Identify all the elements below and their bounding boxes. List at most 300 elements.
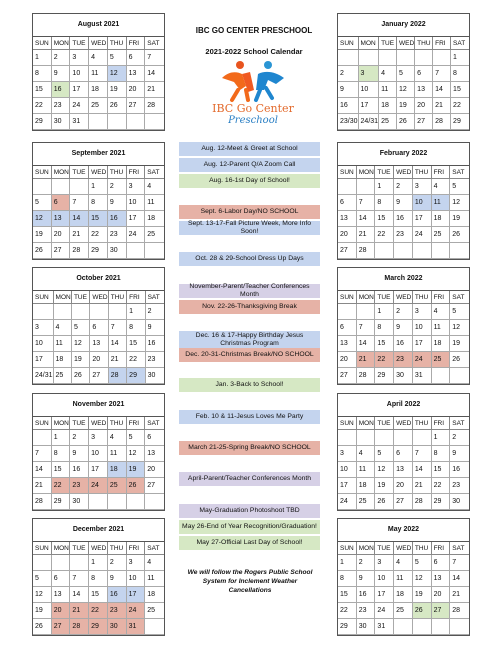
day-cell xyxy=(109,304,127,320)
day-cell: 28 xyxy=(109,368,127,384)
day-cell xyxy=(108,494,127,510)
day-cell: 28 xyxy=(33,494,52,510)
event-item: May-Graduation Photoshoot TBD xyxy=(179,504,320,518)
day-cell: 9 xyxy=(52,66,71,82)
day-cell: 20 xyxy=(127,82,146,98)
day-cell: 6 xyxy=(145,430,164,446)
day-of-week-header: FRI xyxy=(127,542,146,555)
day-of-week-header: TUE xyxy=(379,37,397,50)
day-cell xyxy=(338,430,357,446)
day-cell: 6 xyxy=(52,571,71,587)
day-cell: 8 xyxy=(375,195,394,211)
day-cell: 22 xyxy=(33,98,52,114)
day-cell: 27 xyxy=(52,619,71,635)
day-cell: 3 xyxy=(70,50,89,66)
day-cell: 6 xyxy=(415,66,433,82)
day-cell xyxy=(415,50,433,66)
day-cell: 2 xyxy=(52,50,71,66)
day-cell: 5 xyxy=(450,304,469,320)
day-cell xyxy=(145,114,164,130)
day-cell: 11 xyxy=(432,195,451,211)
day-cell: 1 xyxy=(89,179,108,195)
day-cell: 29 xyxy=(375,368,394,384)
event-item: Aug. 12-Parent Q/A Zoom Call xyxy=(179,158,320,172)
day-cell: 4 xyxy=(379,66,397,82)
day-cell: 15 xyxy=(33,82,52,98)
day-cell: 7 xyxy=(357,320,376,336)
day-cell: 7 xyxy=(70,195,89,211)
day-cell xyxy=(394,619,413,635)
day-cell xyxy=(413,430,432,446)
day-cell: 14 xyxy=(357,336,376,352)
day-cell: 17 xyxy=(413,211,432,227)
day-cell: 31 xyxy=(375,619,394,635)
day-of-week-header: THU xyxy=(108,37,127,50)
day-of-week-header: FRI xyxy=(433,37,451,50)
day-cell: 4 xyxy=(108,430,127,446)
day-cell: 3 xyxy=(127,179,146,195)
day-cell: 23 xyxy=(357,603,376,619)
day-cell: 10 xyxy=(89,446,108,462)
day-cell: 9 xyxy=(146,320,164,336)
day-cell: 2 xyxy=(394,179,413,195)
day-cell: 1 xyxy=(375,304,394,320)
day-cell: 5 xyxy=(72,320,90,336)
day-cell xyxy=(394,430,413,446)
month-title: October 2021 xyxy=(33,268,164,291)
day-of-week-header: FRI xyxy=(432,291,451,304)
day-cell: 10 xyxy=(413,195,432,211)
day-cell: 2 xyxy=(450,430,469,446)
day-cell: 16 xyxy=(108,211,127,227)
day-cell xyxy=(394,243,413,259)
day-cell: 12 xyxy=(33,587,52,603)
day-cell: 18 xyxy=(108,462,127,478)
event-item: May 26-End of Year Recognition/Graduation! xyxy=(179,520,320,534)
day-cell: 15 xyxy=(432,462,451,478)
day-cell: 6 xyxy=(127,50,146,66)
day-cell: 12 xyxy=(450,320,469,336)
day-cell xyxy=(145,243,164,259)
month-title: August 2021 xyxy=(33,14,164,37)
day-cell: 4 xyxy=(432,179,451,195)
day-cell: 28 xyxy=(145,98,164,114)
day-cell: 27 xyxy=(127,98,146,114)
day-of-week-header: TUE xyxy=(70,417,89,430)
day-cell: 29 xyxy=(127,368,145,384)
day-cell: 6 xyxy=(90,320,108,336)
day-cell: 16 xyxy=(357,587,376,603)
day-cell xyxy=(375,243,394,259)
day-cell: 10 xyxy=(413,320,432,336)
day-cell: 9 xyxy=(394,195,413,211)
day-cell: 9 xyxy=(450,446,469,462)
day-cell: 29 xyxy=(89,619,108,635)
day-cell: 14 xyxy=(433,82,451,98)
day-cell: 15 xyxy=(52,462,71,478)
day-cell: 27 xyxy=(338,243,357,259)
month-title: April 2022 xyxy=(338,394,469,417)
month-grid xyxy=(338,542,469,635)
day-cell: 5 xyxy=(413,555,432,571)
day-cell: 23 xyxy=(52,98,71,114)
day-cell: 23 xyxy=(394,352,413,368)
day-cell: 28 xyxy=(433,114,451,130)
day-of-week-header: TUE xyxy=(375,417,394,430)
day-cell: 25 xyxy=(432,352,451,368)
day-cell: 30 xyxy=(108,619,127,635)
day-cell xyxy=(432,368,451,384)
day-cell: 27 xyxy=(432,603,451,619)
day-cell: 6 xyxy=(432,555,451,571)
day-of-week-header: SAT xyxy=(450,291,469,304)
day-cell: 16 xyxy=(52,82,71,98)
month-calendar xyxy=(337,393,470,511)
day-cell: 3 xyxy=(375,555,394,571)
day-of-week-header: WED xyxy=(394,291,413,304)
day-of-week-header: TUE xyxy=(70,542,89,555)
month-calendar xyxy=(337,267,470,385)
day-cell xyxy=(413,243,432,259)
day-cell: 21 xyxy=(433,98,451,114)
day-cell: 24 xyxy=(127,603,146,619)
day-of-week-header: WED xyxy=(394,417,413,430)
day-cell: 11 xyxy=(379,82,397,98)
day-of-week-header: TUE xyxy=(375,542,394,555)
day-cell: 25 xyxy=(145,227,164,243)
day-of-week-header: FRI xyxy=(127,166,146,179)
day-cell: 17 xyxy=(413,336,432,352)
day-cell: 7 xyxy=(145,50,164,66)
day-cell: 13 xyxy=(90,336,108,352)
day-cell: 29 xyxy=(451,114,469,130)
month-calendar xyxy=(32,393,165,511)
day-cell: 28 xyxy=(450,603,469,619)
day-cell: 21 xyxy=(70,603,89,619)
day-of-week-header: MON xyxy=(52,542,71,555)
day-cell: 25 xyxy=(432,227,451,243)
day-of-week-header: TUE xyxy=(375,166,394,179)
day-cell: 8 xyxy=(338,571,357,587)
day-cell: 21 xyxy=(413,478,432,494)
day-cell: 27 xyxy=(52,243,71,259)
day-cell xyxy=(145,619,164,635)
day-cell: 27 xyxy=(338,368,357,384)
day-cell: 7 xyxy=(450,555,469,571)
day-cell xyxy=(375,430,394,446)
day-cell: 12 xyxy=(108,66,127,82)
day-cell: 12 xyxy=(413,571,432,587)
day-cell xyxy=(108,114,127,130)
day-cell: 29 xyxy=(89,243,108,259)
month-grid xyxy=(338,291,469,384)
day-cell: 9 xyxy=(338,82,359,98)
day-cell: 17 xyxy=(70,82,89,98)
day-of-week-header: WED xyxy=(89,542,108,555)
day-cell: 22 xyxy=(89,603,108,619)
day-cell: 4 xyxy=(432,304,451,320)
day-cell: 10 xyxy=(375,571,394,587)
day-cell: 22 xyxy=(375,352,394,368)
day-of-week-header: SAT xyxy=(450,417,469,430)
day-cell: 5 xyxy=(108,50,127,66)
day-cell: 17 xyxy=(89,462,108,478)
day-of-week-header: SAT xyxy=(146,291,164,304)
day-of-week-header: WED xyxy=(90,291,108,304)
day-cell xyxy=(357,304,376,320)
month-grid xyxy=(33,291,164,384)
day-cell: 18 xyxy=(145,587,164,603)
day-cell: 9 xyxy=(108,571,127,587)
day-cell: 25 xyxy=(89,98,108,114)
day-of-week-header: SAT xyxy=(145,417,164,430)
event-item: Jan. 3-Back to School! xyxy=(179,378,320,392)
day-cell xyxy=(127,114,146,130)
day-cell xyxy=(432,243,451,259)
day-cell xyxy=(432,619,451,635)
day-cell xyxy=(33,304,54,320)
day-cell xyxy=(379,50,397,66)
day-cell xyxy=(33,179,52,195)
day-cell: 5 xyxy=(127,430,146,446)
day-cell: 18 xyxy=(432,336,451,352)
day-cell: 19 xyxy=(108,82,127,98)
day-cell: 15 xyxy=(89,211,108,227)
day-cell: 10 xyxy=(127,571,146,587)
day-cell: 13 xyxy=(145,446,164,462)
day-cell: 18 xyxy=(145,211,164,227)
day-cell: 12 xyxy=(450,195,469,211)
day-cell xyxy=(70,179,89,195)
day-cell: 21 xyxy=(70,227,89,243)
day-cell: 19 xyxy=(33,227,52,243)
day-cell: 18 xyxy=(54,352,72,368)
day-cell: 24 xyxy=(413,227,432,243)
day-cell: 31 xyxy=(413,368,432,384)
day-of-week-header: SUN xyxy=(338,37,359,50)
day-of-week-header: FRI xyxy=(127,291,145,304)
day-cell: 25 xyxy=(54,368,72,384)
day-cell: 9 xyxy=(357,571,376,587)
day-cell: 26 xyxy=(413,603,432,619)
day-cell: 1 xyxy=(127,304,145,320)
day-cell: 9 xyxy=(394,320,413,336)
day-cell: 10 xyxy=(33,336,54,352)
day-cell: 31 xyxy=(70,114,89,130)
day-cell: 26 xyxy=(397,114,415,130)
day-cell: 27 xyxy=(90,368,108,384)
day-cell xyxy=(89,494,108,510)
day-cell: 2 xyxy=(108,555,127,571)
day-cell xyxy=(70,555,89,571)
day-of-week-header: SAT xyxy=(451,37,469,50)
day-cell: 23 xyxy=(108,603,127,619)
day-cell xyxy=(89,114,108,130)
day-cell: 24 xyxy=(375,603,394,619)
day-cell: 14 xyxy=(33,462,52,478)
day-cell: 15 xyxy=(375,211,394,227)
day-of-week-header: SUN xyxy=(33,542,52,555)
day-of-week-header: MON xyxy=(359,37,380,50)
day-cell: 13 xyxy=(338,211,357,227)
day-cell: 14 xyxy=(109,336,127,352)
logo-line-1: IBC Go Center xyxy=(212,102,294,115)
day-cell: 1 xyxy=(89,555,108,571)
day-cell: 7 xyxy=(109,320,127,336)
day-cell: 1 xyxy=(432,430,451,446)
day-cell: 19 xyxy=(413,587,432,603)
day-of-week-header: TUE xyxy=(70,166,89,179)
event-item: April-Parent/Teacher Conferences Month xyxy=(179,472,320,486)
day-of-week-header: THU xyxy=(413,291,432,304)
day-cell: 7 xyxy=(413,446,432,462)
day-cell: 1 xyxy=(375,179,394,195)
day-cell: 16 xyxy=(146,336,164,352)
day-cell: 17 xyxy=(375,587,394,603)
day-cell: 2 xyxy=(146,304,164,320)
day-cell: 27 xyxy=(415,114,433,130)
day-cell: 9 xyxy=(108,195,127,211)
day-cell: 12 xyxy=(397,82,415,98)
day-cell: 23 xyxy=(146,352,164,368)
day-cell xyxy=(413,619,432,635)
day-cell: 11 xyxy=(145,195,164,211)
day-cell: 29 xyxy=(338,619,357,635)
event-item: Feb. 10 & 11-Jesus Loves Me Party xyxy=(179,410,320,424)
day-cell: 17 xyxy=(127,587,146,603)
day-cell: 13 xyxy=(52,211,71,227)
day-cell: 24 xyxy=(413,352,432,368)
event-item: Aug. 16-1st Day of School! xyxy=(179,174,320,188)
day-cell: 15 xyxy=(375,336,394,352)
day-of-week-header: SUN xyxy=(33,166,52,179)
day-cell: 29 xyxy=(52,494,71,510)
day-cell: 26 xyxy=(108,98,127,114)
day-cell: 6 xyxy=(338,195,357,211)
day-cell: 5 xyxy=(450,179,469,195)
day-cell: 4 xyxy=(145,555,164,571)
day-cell: 8 xyxy=(52,446,71,462)
day-cell: 12 xyxy=(127,446,146,462)
day-cell: 26 xyxy=(33,243,52,259)
day-cell: 2 xyxy=(394,304,413,320)
day-of-week-header: SAT xyxy=(145,542,164,555)
logo-figures-icon xyxy=(210,60,296,126)
day-cell: 18 xyxy=(357,478,376,494)
day-cell: 27 xyxy=(145,478,164,494)
day-cell: 8 xyxy=(432,446,451,462)
day-cell: 30 xyxy=(70,494,89,510)
day-cell: 15 xyxy=(127,336,145,352)
day-cell: 12 xyxy=(375,462,394,478)
day-cell: 28 xyxy=(70,619,89,635)
day-cell: 26 xyxy=(450,227,469,243)
day-cell: 16 xyxy=(108,587,127,603)
day-cell: 8 xyxy=(33,66,52,82)
day-cell: 3 xyxy=(338,446,357,462)
day-cell: 30 xyxy=(108,243,127,259)
day-cell: 24 xyxy=(127,227,146,243)
day-cell: 14 xyxy=(70,587,89,603)
day-cell: 5 xyxy=(375,446,394,462)
day-cell: 11 xyxy=(394,571,413,587)
day-cell: 22 xyxy=(52,478,71,494)
day-cell: 6 xyxy=(338,320,357,336)
day-cell: 30 xyxy=(357,619,376,635)
month-calendar xyxy=(32,518,165,636)
day-cell: 2 xyxy=(70,430,89,446)
day-of-week-header: MON xyxy=(52,417,71,430)
month-grid xyxy=(33,37,164,130)
day-cell: 4 xyxy=(394,555,413,571)
day-of-week-header: THU xyxy=(108,542,127,555)
day-of-week-header: SUN xyxy=(33,417,52,430)
day-cell: 14 xyxy=(145,66,164,82)
month-calendar xyxy=(337,142,470,260)
day-of-week-header: THU xyxy=(108,166,127,179)
day-cell: 20 xyxy=(415,98,433,114)
day-cell: 13 xyxy=(415,82,433,98)
day-of-week-header: THU xyxy=(109,291,127,304)
day-of-week-header: SAT xyxy=(145,166,164,179)
day-of-week-header: WED xyxy=(89,37,108,50)
day-of-week-header: FRI xyxy=(432,166,451,179)
day-cell: 11 xyxy=(145,571,164,587)
day-cell xyxy=(359,50,380,66)
day-cell: 13 xyxy=(127,66,146,82)
day-cell: 10 xyxy=(70,66,89,82)
day-cell: 19 xyxy=(450,336,469,352)
day-cell: 12 xyxy=(72,336,90,352)
day-cell: 19 xyxy=(72,352,90,368)
event-item: Aug. 12-Meet & Greet at School xyxy=(179,142,320,156)
day-cell: 20 xyxy=(394,478,413,494)
event-item: Sept. 13-17-Fall Picture Week, More Info Soon! xyxy=(179,221,320,235)
day-cell: 12 xyxy=(33,211,52,227)
day-cell: 18 xyxy=(379,98,397,114)
day-cell xyxy=(90,304,108,320)
month-calendar xyxy=(32,267,165,385)
day-cell: 5 xyxy=(33,195,52,211)
event-item: Dec. 16 & 17-Happy Birthday Jesus Christmas Program xyxy=(179,331,320,349)
day-cell: 3 xyxy=(413,304,432,320)
day-cell: 14 xyxy=(413,462,432,478)
day-cell: 21 xyxy=(450,587,469,603)
day-cell: 2 xyxy=(338,66,359,82)
month-grid xyxy=(33,166,164,259)
day-cell: 24 xyxy=(89,478,108,494)
day-of-week-header: WED xyxy=(394,542,413,555)
month-grid xyxy=(338,166,469,259)
day-of-week-header: SUN xyxy=(33,37,52,50)
day-cell: 26 xyxy=(127,478,146,494)
day-cell: 4 xyxy=(89,50,108,66)
month-grid xyxy=(338,417,469,510)
day-cell: 3 xyxy=(127,555,146,571)
month-title: December 2021 xyxy=(33,519,164,542)
month-calendar xyxy=(32,13,165,131)
day-cell: 8 xyxy=(89,195,108,211)
day-cell: 4 xyxy=(357,446,376,462)
day-cell: 9 xyxy=(70,446,89,462)
day-cell: 19 xyxy=(450,211,469,227)
day-of-week-header: FRI xyxy=(432,542,451,555)
event-item: Oct. 28 & 29-School Dress Up Days xyxy=(179,252,320,266)
day-cell xyxy=(145,494,164,510)
day-cell: 19 xyxy=(127,462,146,478)
day-cell: 11 xyxy=(54,336,72,352)
day-cell: 10 xyxy=(127,195,146,211)
